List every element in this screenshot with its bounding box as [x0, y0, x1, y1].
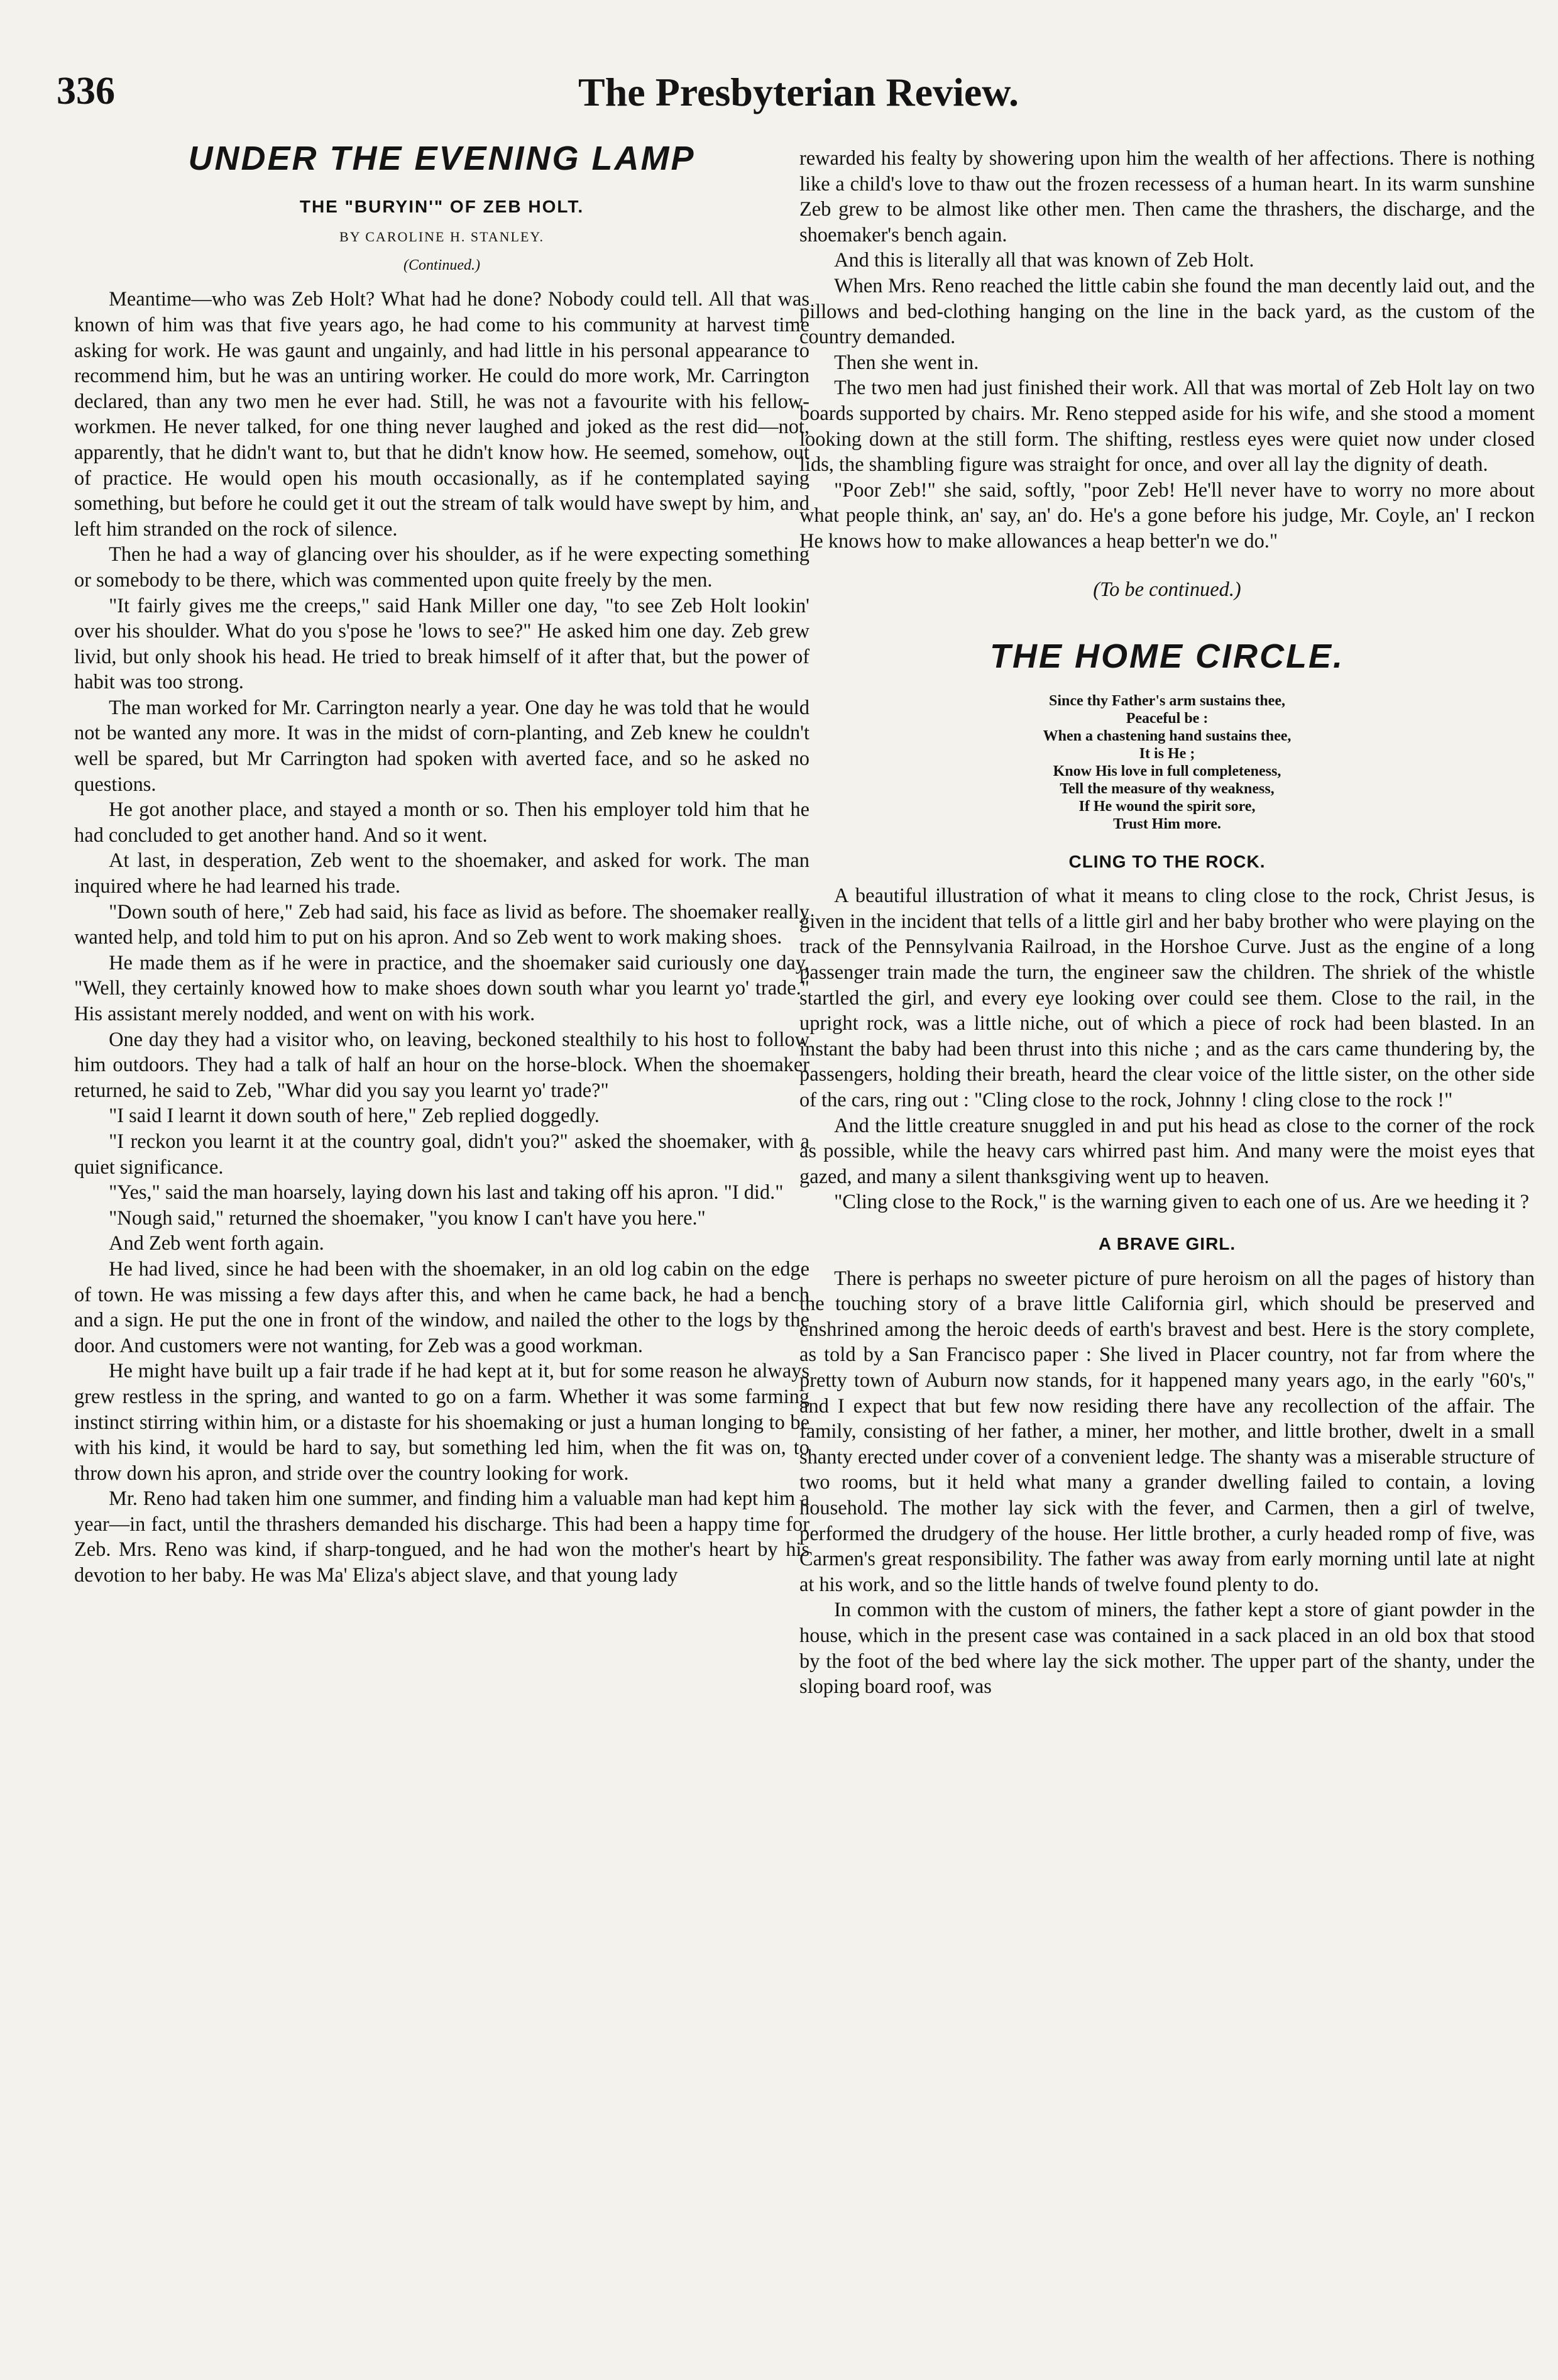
paragraph: "Nough said," returned the shoemaker, "you know I can't have you here." [109, 1206, 706, 1230]
paragraph: rewarded his fealty by showering upon him the wealth of her affections. There is nothing like a child's love to thaw out the frozen recessess of a human heart. In its warm sunshine Zeb grew to be almost like other men. Then came the thrashers, the discharge, and the shoemaker's bench again. [799, 147, 1535, 246]
paragraph: And this is literally all that was known of Zeb Holt. [834, 249, 1254, 272]
paragraph: "Yes," said the man hoarsely, laying down his last and taking off his apron. "I did." [109, 1181, 784, 1204]
paragraph: And the little creature snuggled in and put his head as close to the corner of the rock as possible, while the heavy cars whirred past him. And many were the moist eyes that gazed, and many a silent thanksgiving went up to heaven. [799, 1114, 1535, 1188]
paragraph: "I said I learnt it down south of here," Zeb replied doggedly. [109, 1105, 600, 1128]
paragraph: "Poor Zeb!" she said, softly, "poor Zeb! He'll never have to worry no more about what people think, an' say, an' do. He's a gone before his judge, Mr. Coyle, an' I reckon He knows how to make allowances a heap better'n we do." [799, 478, 1535, 553]
paragraph: The man worked for Mr. Carrington nearly a year. One day he was told that he would not be wanted any more. It was in the midst of corn-planting, and Zeb knew he couldn't well be spared, but Mr Carrington had spoken with averted face, and so he asked no questions. [74, 696, 809, 796]
paragraph: There is perhaps no sweeter picture of pure heroism on all the pages of history than the touching story of a brave little California girl, which should be preserved and enshrined among the heroic deeds of earth's bravest and best. Here is the story complete, as told by a San Francisco paper : She lived in Placer country, not far from where the pretty town of Auburn now stands, for it happened many years ago, in the early "60's," and I expect that but few now residing there have any recollection of the affair. The family, consisting of her father, a miner, her mother, and little brother, dwelt in a small shanty erected under cover of a convenient ledge. The shanty was a miserable structure of two rooms, but it held what many a grander dwelling failed to contain, a loving household. The mother lay sick with the fever, and Carmen, then a girl of twelve, performed the drudgery of the house. Her little brother, a curly headed romp of five, was Carmen's great responsibility. The father was away from early morning until late at night at his work, and so the little hands of twelve found plenty to do. [799, 1267, 1535, 1596]
poem-line: When a chastening hand sustains thee, [1043, 727, 1292, 744]
poem-line: Trust Him more. [1113, 815, 1221, 832]
paragraph: He had lived, since he had been with the shoemaker, in an old log cabin on the edge of town. He was missing a few days after this, and when he came back, he had a bench and a sign. He put the one in front of the window, and nailed the other to the logs by the door. And customers were not wanting, for Zeb was a good workman. [74, 1257, 809, 1357]
paragraph: In common with the custom of miners, the father kept a store of giant powder in the house, which in the present case was contained in a sack placed in an old box that stood by the foot of the bed where lay the sick mother. The upper part of the shanty, under the sloping board roof, was [799, 1599, 1535, 1699]
paragraph: "It fairly gives me the creeps," said Hank Miller one day, "to see Zeb Holt lookin' over his shoulder. What do you s'pose he 'lows to see?" He asked him one day. Zeb grew livid, but only shook his head. He tried to break himself of it after that, but the power of habit was too strong. [74, 594, 809, 694]
continued-note: (Continued.) [403, 256, 480, 273]
to-be-continued: (To be continued.) [1093, 578, 1241, 601]
poem-line: Know His love in full completeness, [1053, 763, 1281, 780]
paragraph: "I reckon you learnt it at the country goal, didn't you?" asked the shoemaker, with a quiet significance. [74, 1130, 809, 1179]
paragraph: One day they had a visitor who, on leaving, beckoned stealthily to his host to follow him outdoors. They had a talk of half an hour on the horse-block. When the shoemaker returned, he said to Zeb, "Whar did you say you learnt yo' trade?" [74, 1028, 809, 1102]
poem-line: Peaceful be : [1126, 710, 1209, 727]
page-header [57, 69, 1439, 126]
left-column [74, 140, 809, 1589]
paragraph: When Mrs. Reno reached the little cabin she found the man decently laid out, and the pillows and bed-clothing hanging on the line in the back yard, as the custom of the country demanded. [799, 274, 1535, 349]
page-number: 336 [57, 70, 115, 113]
section-heading: THE HOME CIRCLE. [989, 637, 1344, 676]
poem-line: It is He ; [1139, 745, 1195, 762]
poem-line: Since thy Father's arm sustains thee, [1049, 692, 1285, 709]
paragraph: He made them as if he were in practice, and the shoemaker said curiously one day, "Well, they certainly knowed how to make shoes down south whar you learnt yo' trade." His assistant merely nodded, and went on with his work. [74, 951, 809, 1025]
paragraph: He got another place, and stayed a month or so. Then his employer told him that he had concluded to get another hand. And so it went. [74, 798, 809, 847]
paragraph: Then he had a way of glancing over his shoulder, as if he were expecting something or somebody to be there, which was commented upon quite freely by the men. [74, 543, 809, 592]
paragraph: A beautiful illustration of what it means to cling close to the rock, Christ Jesus, is given in the incident that tells of a little girl and her baby brother who were playing on the track of the Pennsylvania Railroad, in the Horshoe Curve. Just as the engine of a long passenger train made the turn, the engineer saw the children. The shriek of the whistle startled the girl, and every eye looking over could see them. Close to the rail, in the upright rock, was a little niche, out of which a piece of rock had been blasted. In an instant the baby had been thrust into this niche ; and as the cars came thundering by, the passengers, holding their breath, heard the clear voice of the little sister, on the other side of the cars, ring out : "Cling close to the rock, Johnny ! cling close to the rock !" [799, 884, 1535, 1112]
paragraph: At last, in desperation, Zeb went to the shoemaker, and asked for work. The man inquired where he had learned his trade. [74, 849, 809, 898]
department-heading: UNDER THE EVENING LAMP [188, 140, 696, 177]
article-title: A BRAVE GIRL. [1098, 1234, 1236, 1253]
poem [799, 692, 1535, 833]
right-column [799, 146, 1535, 1700]
paragraph: Mr. Reno had taken him one summer, and finding him a valuable man had kept him a year—in fact, until the thrashers demanded his discharge. This had been a happy time for Zeb. Mrs. Reno was kind, if sharp-tongued, and he had won the mother's heart by his devotion to her baby. He was Ma' Eliza's abject slave, and that young lady [74, 1487, 809, 1587]
paragraph: "Down south of here," Zeb had said, his face as livid as before. The shoemaker really wanted help, and told him to put on his apron. And so Zeb went to work making shoes. [74, 900, 809, 949]
paragraph: And Zeb went forth again. [109, 1232, 324, 1255]
paragraph: The two men had just finished their work. All that was mortal of Zeb Holt lay on two boards supported by chairs. Mr. Reno stepped aside for his wife, and she stood a moment looking down at the still form. The shifting, restless eyes were quiet now under closed lids, the shambling figure was straight for once, and over all lay the dignity of death. [799, 377, 1535, 477]
poem-line: Tell the measure of thy weakness, [1060, 780, 1275, 797]
paragraph: "Cling close to the Rock," is the warning given to each one of us. Are we heeding it ? [834, 1191, 1529, 1214]
paragraph: Then she went in. [834, 351, 979, 374]
story-title: THE "BURYIN'" OF ZEB HOLT. [299, 196, 584, 216]
paragraph: Meantime—who was Zeb Holt? What had he done? Nobody could tell. All that was known of him was that five years ago, he had come to his community at harvest time asking for work. He was gaunt and ungainly, and had little in his personal appearance to recommend him, but he was an untiring worker. He could do more work, Mr. Carrington declared, than any two men he ever had. Still, he was not a favourite with his fellow-workmen. He never talked, for one thing never laughed and joked as the rest did—not, apparently, that he didn't want to, but that he didn't know how. He seemed, somehow, out of practice. He would open his mouth occasionally, as if he contemplated saying something, but before he could get it out the stream of talk would have swept by him, and left him stranded on the rock of silence. [74, 288, 809, 541]
byline: BY CAROLINE H. STANLEY. [339, 229, 544, 245]
journal-title: The Presbyterian Review. [578, 70, 1019, 114]
article-title: CLING TO THE ROCK. [1068, 851, 1266, 871]
paragraph: He might have built up a fair trade if he had kept at it, but for some reason he always grew restless in the spring, and wanted to go on a farm. Whether it was some farming instinct stirring within him, or a distaste for his shoemaking or just a human longing to be with his kind, it would be hard to say, but something led him, when the fit was on, to throw down his apron, and stride over the country looking for work. [74, 1360, 809, 1485]
poem-line: If He wound the spirit sore, [1078, 798, 1256, 815]
